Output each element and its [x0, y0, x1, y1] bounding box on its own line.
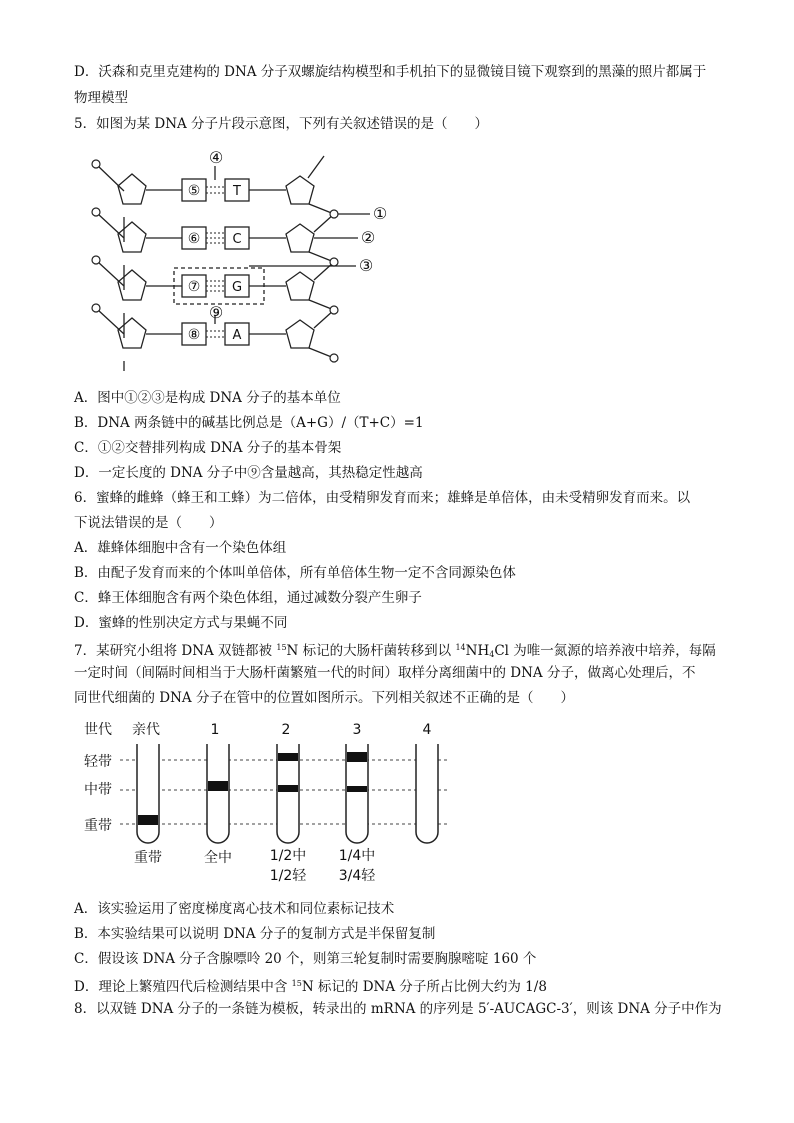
base-number-7: ⑦ — [187, 279, 201, 295]
base-number-6: ⑥ — [187, 231, 201, 247]
label-9: ⑨ — [208, 303, 224, 322]
q7-option-a: A．该实验运用了密度梯度离心技术和同位素标记技术 — [74, 901, 395, 917]
phosphate-circle — [92, 160, 100, 168]
label-3: ③ — [358, 256, 374, 275]
generation-label: 世代 — [84, 722, 112, 738]
q4-option-d-line2: 物理模型 — [74, 90, 128, 106]
band-label-light: 轻带 — [84, 754, 112, 770]
label-4: ④ — [208, 148, 224, 167]
band-3-middle — [347, 786, 367, 792]
header-3: 3 — [352, 722, 362, 738]
base-letter-t: T — [233, 184, 241, 199]
tube-1 — [207, 744, 229, 843]
header-2: 2 — [281, 722, 291, 738]
q7-option-b: B．本实验结果可以说明 DNA 分子的复制方式是半保留复制 — [74, 926, 436, 942]
centrifuge-tubes-figure — [80, 712, 460, 892]
band-2-middle — [278, 785, 298, 792]
band-1-middle — [208, 781, 228, 791]
dna-fragment-diagram — [80, 146, 400, 376]
label-2: ② — [360, 228, 376, 247]
label-1: ① — [372, 204, 388, 223]
q6-option-c: C．蜂王体细胞含有两个染色体组，通过减数分裂产生卵子 — [74, 590, 422, 606]
result-3-line1: 1/4中 — [338, 848, 376, 864]
q7-stem-line1: 7．某研究小组将 DNA 双链都被 $^{15}$N 标记的大肠杆菌转移到以 $^{14}NH_4Cl$ 为唯一氮源的培养液中培养，每隔 — [74, 643, 716, 659]
tube-4 — [416, 744, 438, 843]
result-2-line2: 1/2轻 — [269, 868, 307, 884]
base-letter-g: G — [231, 280, 243, 295]
band-3-light — [347, 752, 367, 762]
band-parent-heavy — [138, 815, 158, 825]
q6-stem-line2: 下说法错误的是（ ） — [74, 515, 223, 531]
q8-stem-line1: 8．以双链 DNA 分子的一条链为模板，转录出的 mRNA 的序列是 5′-AUCAGC-3′，则该 DNA 分子中作为 — [74, 1001, 722, 1017]
q7-option-d: D．理论上繁殖四代后检测结果中含 $^{15}$N 标记的 DNA 分子所占比例大约为 1/8 — [74, 979, 547, 995]
base-letter-a: A — [232, 328, 242, 343]
q6-option-d: D．蜜蜂的性别决定方式与果蝇不同 — [74, 615, 288, 631]
base-letter-c: C — [232, 232, 242, 247]
q5-option-a: A．图中①②③是构成 DNA 分子的基本单位 — [74, 390, 341, 406]
band-2-light — [278, 753, 298, 761]
q7-stem-line2: 一定时间（间隔时间相当于大肠杆菌繁殖一代的时间）取样分离细菌中的 DNA 分子，做离心处理后，不 — [74, 665, 696, 681]
header-parent: 亲代 — [132, 722, 160, 738]
q5-option-d: D．一定长度的 DNA 分子中⑨含量越高，其热稳定性越高 — [74, 465, 423, 481]
q5-stem: 5．如图为某 DNA 分子片段示意图，下列有关叙述错误的是（ ） — [74, 116, 489, 132]
q6-option-a: A．雄蜂体细胞中含有一个染色体组 — [74, 540, 287, 556]
q5-option-c: C．①②交替排列构成 DNA 分子的基本骨架 — [74, 440, 342, 456]
base-number-8: ⑧ — [187, 327, 201, 343]
q7-stem-line3: 同世代细菌的 DNA 分子在管中的位置如图所示。下列相关叙述不正确的是（ ） — [74, 690, 574, 706]
q5-option-b: B．DNA 两条链中的碱基比例总是（A+G）/（T+C）=1 — [74, 415, 424, 431]
result-1: 全中 — [204, 850, 232, 866]
result-2-line1: 1/2中 — [269, 848, 307, 864]
q7-option-c: C．假设该 DNA 分子含腺嘌呤 20 个，则第三轮复制时需要胸腺嘧啶 160 个 — [74, 951, 537, 967]
band-label-middle: 中带 — [84, 782, 112, 798]
result-parent: 重带 — [134, 850, 162, 866]
q6-option-b: B．由配子发育而来的个体叫单倍体，所有单倍体生物一定不含同源染色体 — [74, 565, 516, 581]
header-1: 1 — [210, 722, 220, 738]
header-4: 4 — [422, 722, 432, 738]
tube-parent — [137, 744, 159, 843]
q6-stem-line1: 6．蜜蜂的雌蜂（蜂王和工蜂）为二倍体，由受精卵发育而来；雄蜂是单倍体，由未受精卵发育而来。以 — [74, 490, 691, 506]
q4-option-d-line1: D．沃森和克里克建构的 DNA 分子双螺旋结构模型和手机拍下的显微镜目镜下观察到的黑藻的照片都属于 — [74, 64, 707, 80]
band-label-heavy: 重带 — [84, 818, 112, 834]
base-number-5: ⑤ — [187, 183, 201, 199]
result-3-line2: 3/4轻 — [338, 868, 376, 884]
